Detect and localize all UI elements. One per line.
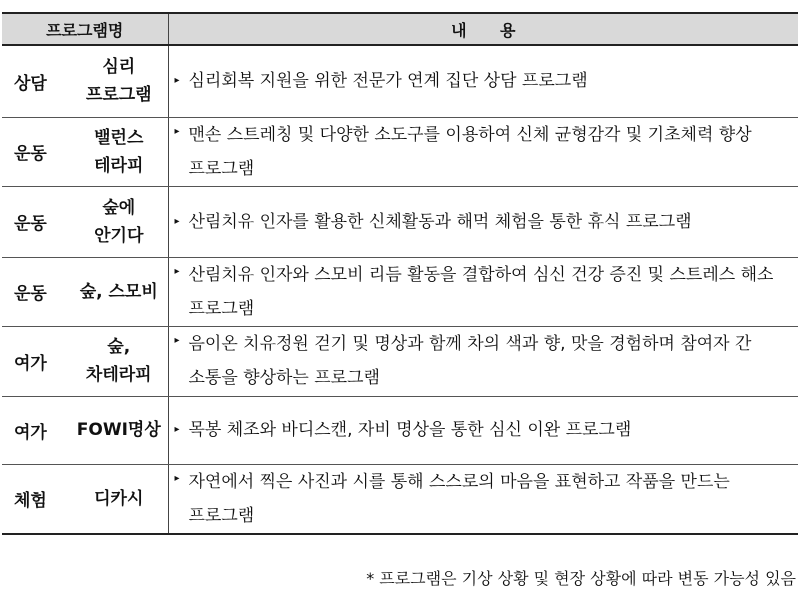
table-row — [2, 117, 798, 186]
program-name-text: 밸런스 테라피 — [94, 127, 144, 176]
description-text: 음이온 치유정원 걷기 및 명상과 함께 차의 색과 향, 맛을 경험하며 참여자 간 소통을 향상하는 프로그램 — [188, 334, 752, 388]
bullet-icon: ▸ — [174, 125, 180, 137]
description-text: 목봉 체조와 바디스캔, 자비 명상을 통한 심신 이완 프로그램 — [188, 420, 632, 440]
row-program-name — [70, 117, 168, 186]
row-category: 여가 — [2, 326, 70, 396]
bullet-icon: ▸ — [174, 265, 180, 277]
row-category: 여가 — [2, 396, 70, 464]
program-table-container — [2, 12, 798, 535]
program-name-text: 숲에 안기다 — [94, 197, 144, 246]
bullet-icon: ▸ — [174, 472, 180, 484]
table-row — [2, 186, 798, 257]
description-text: 심리회복 지원을 위한 전문가 연계 집단 상담 프로그램 — [188, 71, 588, 92]
bullet-icon: ▸ — [174, 215, 180, 227]
footnote: * 프로그램은 기상 상황 및 현장 상황에 따라 변동 가능성 있음 — [366, 569, 796, 588]
description-text: 산림치유 인자를 활용한 신체활동과 해먹 체험을 통한 휴식 프로그램 — [188, 211, 692, 232]
row-program-name — [70, 396, 168, 464]
row-description — [168, 396, 798, 464]
table-row — [2, 45, 798, 117]
row-description — [168, 326, 798, 396]
header-content-label: 내 용 — [451, 20, 516, 40]
program-name-text: 숲, 스모비 — [79, 281, 158, 302]
row-description — [168, 257, 798, 326]
table-row — [2, 464, 798, 534]
program-name-text: 숲, 차테라피 — [85, 337, 152, 385]
description-text: 산림치유 인자와 스모비 리듬 활동을 결합하여 심신 건강 증진 및 스트레스 해소 프로그램 — [188, 264, 774, 319]
row-program-name — [70, 45, 168, 117]
row-category: 운동 — [2, 186, 70, 257]
row-description — [168, 45, 798, 117]
program-name-text: FOWI명상 — [76, 420, 161, 440]
program-name-text: 디카시 — [94, 488, 144, 509]
bullet-icon: ▸ — [174, 75, 180, 87]
table-row — [2, 257, 798, 326]
program-table — [2, 12, 798, 535]
row-description — [168, 117, 798, 186]
row-description — [168, 464, 798, 534]
table-body — [2, 45, 798, 534]
row-program-name — [70, 326, 168, 396]
bullet-icon: ▸ — [174, 335, 180, 346]
table-row — [2, 326, 798, 396]
header-program-name: 프로그램명 — [2, 13, 168, 45]
table-header-row — [2, 13, 798, 45]
row-category: 운동 — [2, 117, 70, 186]
row-description — [168, 186, 798, 257]
row-program-name — [70, 186, 168, 257]
row-category: 상담 — [2, 45, 70, 117]
table-row — [2, 396, 798, 464]
program-name-text: 심리 프로그램 — [85, 57, 152, 106]
header-content — [168, 13, 798, 45]
description-text: 자연에서 찍은 사진과 시를 통해 스스로의 마음을 표현하고 작품을 만드는 프로그램 — [188, 471, 730, 526]
description-text: 맨손 스트레칭 및 다양한 소도구를 이용하여 신체 균형감각 및 기초체력 향상 프로그램 — [188, 124, 752, 179]
bullet-icon: ▸ — [174, 424, 180, 435]
row-category: 체험 — [2, 464, 70, 534]
row-program-name — [70, 464, 168, 534]
row-program-name — [70, 257, 168, 326]
row-category: 운동 — [2, 257, 70, 326]
